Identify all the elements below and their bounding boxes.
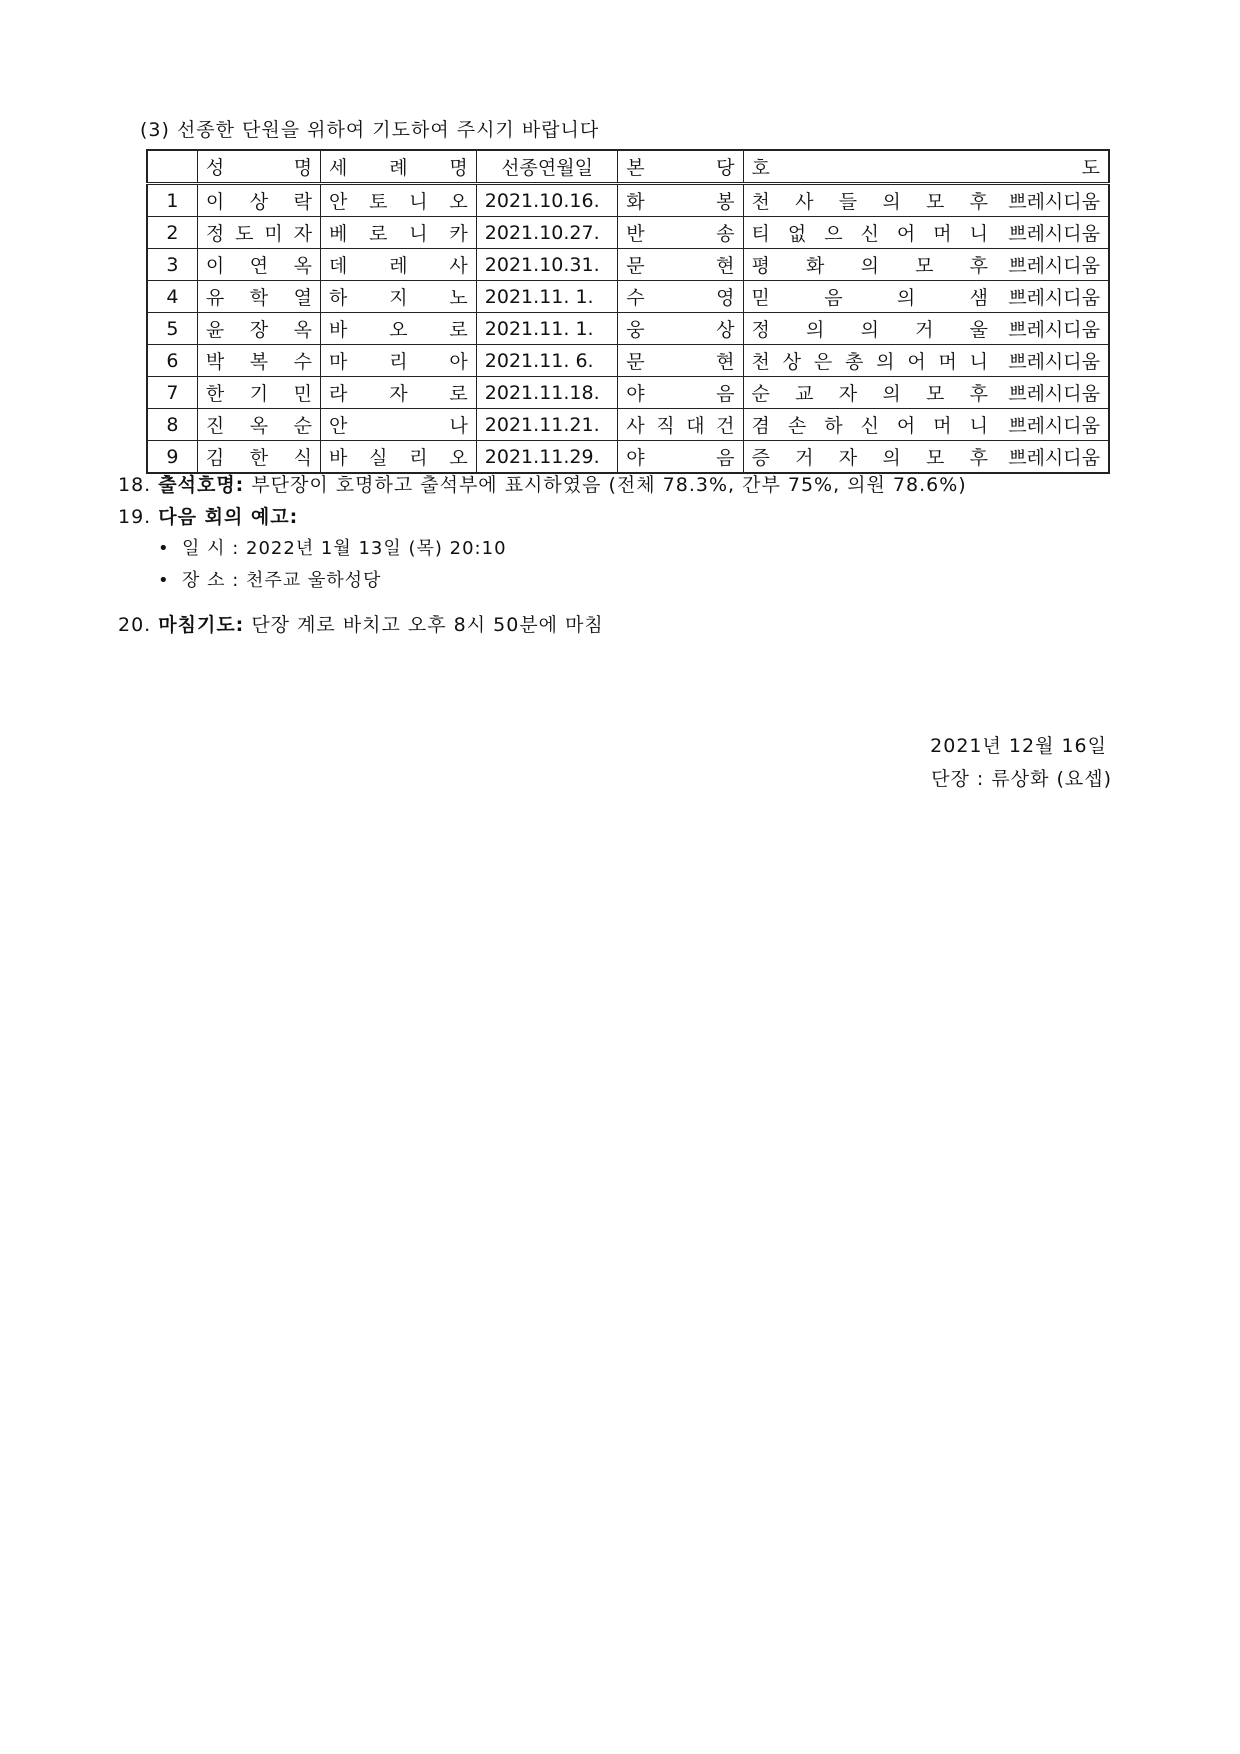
cell-name: 이 상 락 xyxy=(197,184,320,217)
cell-name: 정 도 미 자 xyxy=(197,217,320,249)
cell-no: 7 xyxy=(147,377,197,409)
header-name: 성 명 xyxy=(197,150,320,184)
table-row xyxy=(147,249,1109,281)
deceased-members-table xyxy=(146,149,1110,474)
table-caption: (3) 선종한 단원을 위하여 기도하여 주시기 바랍니다 xyxy=(140,119,600,141)
section-18-body: 부단장이 호명하고 출석부에 표시하였음 (전체 78.3%, 간부 75%, 의원 78.6%) xyxy=(251,474,967,496)
table-row xyxy=(147,441,1109,474)
cell-parish: 야 음 xyxy=(618,441,743,474)
document-date: 2021년 12월 16일 xyxy=(930,735,1107,757)
meeting-datetime: 일 시 : 2022년 1월 13일 (목) 20:10 xyxy=(182,538,507,559)
cell-no: 1 xyxy=(147,184,197,217)
section-18-title: 출석호명: xyxy=(158,474,245,496)
cell-baptismal-name: 데 레 사 xyxy=(321,249,477,281)
list-item xyxy=(158,566,381,592)
header-praesidium: 호 도 xyxy=(743,150,1109,184)
cell-praesidium-suffix: 쁘레시디움 xyxy=(998,441,1109,474)
cell-death-date: 2021.11. 1. xyxy=(476,313,618,345)
cell-name: 한 기 민 xyxy=(197,377,320,409)
cell-praesidium-suffix: 쁘레시디움 xyxy=(998,345,1109,377)
cell-no: 8 xyxy=(147,409,197,441)
table-row xyxy=(147,184,1109,217)
cell-praesidium-suffix: 쁘레시디움 xyxy=(998,249,1109,281)
header-parish: 본 당 xyxy=(618,150,743,184)
cell-baptismal-name: 하 지 노 xyxy=(321,281,477,313)
cell-death-date: 2021.11.18. xyxy=(476,377,618,409)
section-19-title: 다음 회의 예고: xyxy=(158,506,299,528)
cell-name: 김 한 식 xyxy=(197,441,320,474)
cell-baptismal-name: 라 자 로 xyxy=(321,377,477,409)
cell-praesidium-suffix: 쁘레시디움 xyxy=(998,377,1109,409)
cell-name: 유 학 열 xyxy=(197,281,320,313)
header-baptismal-name: 세 례 명 xyxy=(321,150,477,184)
cell-parish: 웅 상 xyxy=(618,313,743,345)
cell-praesidium-title: 겸 손 하 신 어 머 니 xyxy=(743,409,998,441)
cell-praesidium-title: 증 거 자 의 모 후 xyxy=(743,441,998,474)
header-death-date: 선종연월일 xyxy=(476,150,618,184)
table-row xyxy=(147,281,1109,313)
cell-parish: 문 현 xyxy=(618,249,743,281)
section-18 xyxy=(118,470,967,497)
cell-praesidium-title: 티 없 으 신 어 머 니 xyxy=(743,217,998,249)
cell-baptismal-name: 베 로 니 카 xyxy=(321,217,477,249)
table-row xyxy=(147,313,1109,345)
cell-parish: 문 현 xyxy=(618,345,743,377)
cell-death-date: 2021.10.31. xyxy=(476,249,618,281)
cell-baptismal-name: 마 리 아 xyxy=(321,345,477,377)
table-row xyxy=(147,377,1109,409)
cell-baptismal-name: 안 토 니 오 xyxy=(321,184,477,217)
section-20-title: 마침기도: xyxy=(158,614,245,636)
cell-parish: 야 음 xyxy=(618,377,743,409)
header-no xyxy=(147,150,197,184)
section-20 xyxy=(118,610,604,637)
section-18-number: 18. xyxy=(118,474,152,496)
cell-baptismal-name: 안 나 xyxy=(321,409,477,441)
cell-praesidium-title: 믿 음 의 샘 xyxy=(743,281,998,313)
cell-no: 9 xyxy=(147,441,197,474)
cell-parish: 수 영 xyxy=(618,281,743,313)
cell-baptismal-name: 바 실 리 오 xyxy=(321,441,477,474)
section-19-number: 19. xyxy=(118,506,152,528)
cell-praesidium-title: 천 사 들 의 모 후 xyxy=(743,184,998,217)
section-19 xyxy=(118,502,298,529)
cell-no: 4 xyxy=(147,281,197,313)
cell-no: 6 xyxy=(147,345,197,377)
cell-parish: 사 직 대 건 xyxy=(618,409,743,441)
cell-praesidium-title: 평 화 의 모 후 xyxy=(743,249,998,281)
cell-praesidium-title: 순 교 자 의 모 후 xyxy=(743,377,998,409)
cell-death-date: 2021.10.27. xyxy=(476,217,618,249)
table-row xyxy=(147,345,1109,377)
bullet-icon: • xyxy=(158,570,170,591)
cell-parish: 반 송 xyxy=(618,217,743,249)
cell-name: 이 연 옥 xyxy=(197,249,320,281)
section-20-body: 단장 계로 바치고 오후 8시 50분에 마침 xyxy=(251,614,604,636)
signature-line: 단장 : 류상화 (요셉) xyxy=(931,768,1112,790)
table-row xyxy=(147,409,1109,441)
table-row xyxy=(147,217,1109,249)
bullet-icon: • xyxy=(158,538,170,559)
cell-name: 윤 장 옥 xyxy=(197,313,320,345)
cell-no: 5 xyxy=(147,313,197,345)
cell-name: 진 옥 순 xyxy=(197,409,320,441)
cell-death-date: 2021.11.21. xyxy=(476,409,618,441)
cell-name: 박 복 수 xyxy=(197,345,320,377)
cell-praesidium-suffix: 쁘레시디움 xyxy=(998,409,1109,441)
cell-baptismal-name: 바 오 로 xyxy=(321,313,477,345)
cell-praesidium-title: 정 의 의 거 울 xyxy=(743,313,998,345)
cell-death-date: 2021.11.29. xyxy=(476,441,618,474)
list-item xyxy=(158,534,507,560)
cell-praesidium-suffix: 쁘레시디움 xyxy=(998,184,1109,217)
cell-parish: 화 봉 xyxy=(618,184,743,217)
cell-death-date: 2021.11. 6. xyxy=(476,345,618,377)
table-body xyxy=(147,184,1109,474)
cell-death-date: 2021.10.16. xyxy=(476,184,618,217)
cell-death-date: 2021.11. 1. xyxy=(476,281,618,313)
cell-praesidium-suffix: 쁘레시디움 xyxy=(998,313,1109,345)
cell-praesidium-suffix: 쁘레시디움 xyxy=(998,281,1109,313)
cell-no: 2 xyxy=(147,217,197,249)
cell-praesidium-title: 천 상 은 총 의 어 머 니 xyxy=(743,345,998,377)
cell-no: 3 xyxy=(147,249,197,281)
section-20-number: 20. xyxy=(118,614,152,636)
meeting-location: 장 소 : 천주교 울하성당 xyxy=(182,570,382,591)
cell-praesidium-suffix: 쁘레시디움 xyxy=(998,217,1109,249)
table-header-row xyxy=(147,150,1109,184)
